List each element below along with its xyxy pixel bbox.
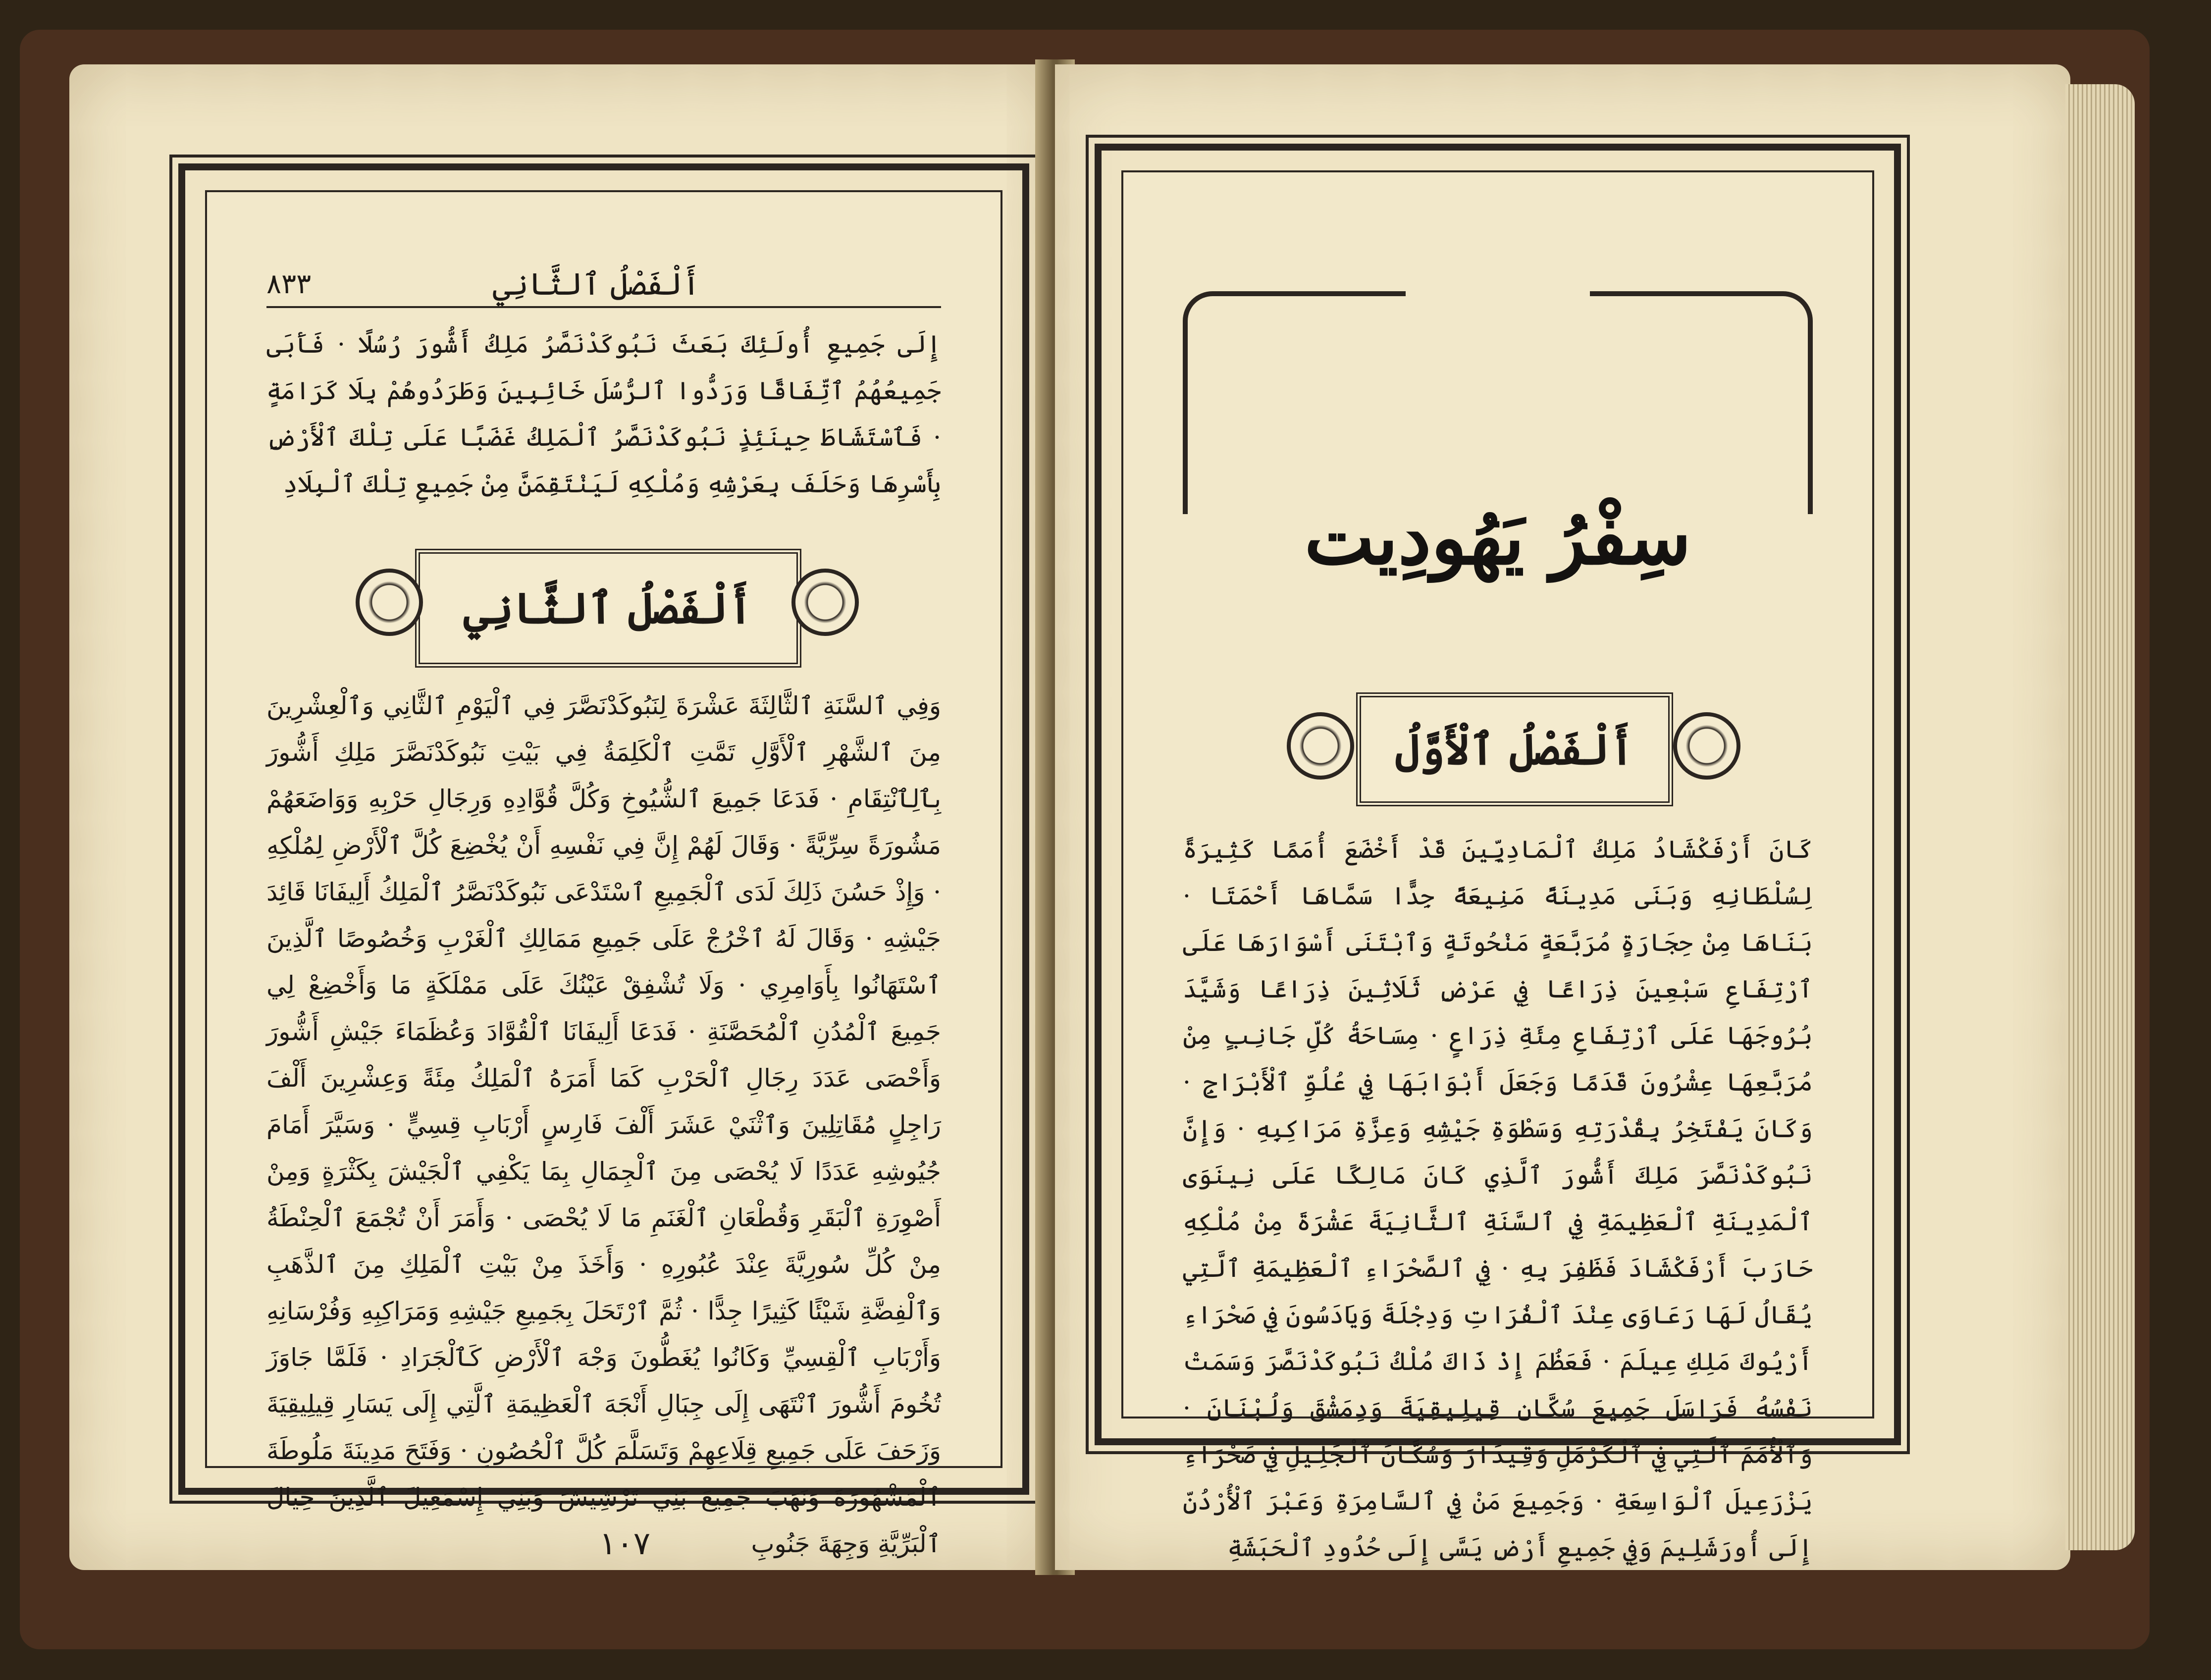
- chapter-heading: أَلْفَصْلُ ٱلثَّانِي: [463, 583, 753, 633]
- chapter-heading: أَلْفَصْلُ ٱلْأَوَّلُ: [1395, 724, 1634, 775]
- book-title: سِفْرُ يَهُودِيت: [1304, 494, 1691, 581]
- chapter-text: كَانَ أَرْفَكْشَادُ مَلِكُ ٱلْمَادِيِّينَ قَدْ أَخْضَعَ أُمَمًا كَثِيرَةً لِسُلْطَانِهِ وَبَنَى مَدِينَةً مَنِيعَةً جِدًّا سَمَّاهَا أَحْمَتَا · بَنَاهَا مِنْ حِجَارَةٍ مُرَبَّعَةٍ مَنْحُوتَةٍ وَٱبْتَنَى أَسْوَارَهَا عَلَى ٱرْتِفَاعِ سَبْعِينَ ذِرَاعًا فِي عَرْضِ ثَلَاثِينَ ذِرَاعًا وَشَيَّدَ بُرُوجَهَا عَلَى ٱرْتِفَاعِ مِئَةِ ذِرَاعٍ · مِسَاحَةُ كُلِّ جَانِبٍ مِنْ مُرَبَّعِهَا عِشْرُونَ قَدَمًا وَجَعَلَ أَبْوَابَهَا فِي عُلُوِّ ٱلْأَبْرَاجِ · وَكَانَ يَفْتَخِرُ بِقُدْرَتِهِ وَسَطْوَةِ جَيْشِهِ وَعِزَّةِ مَرَاكِبِهِ · وَإِنَّ نَبُوكَدْنَصَّرَ مَلِكَ أَشُّورَ ٱلَّذِي كَانَ مَالِكًا عَلَى نِينَوَى ٱلْمَدِينَةِ ٱلْعَظِيمَةِ فِي ٱلسَّنَةِ ٱلثَّانِيَةَ عَشْرَةَ مِنْ مُلْكِهِ حَارَبَ أَرْفَكْشَادَ فَظَفِرَ بِهِ · فِي ٱلصَّحْرَاءِ ٱلْعَظِيمَةِ ٱلَّتِي يُقَالُ لَهَا رَعَاوَى عِنْدَ ٱلْفُرَاتِ وَدِجْلَةَ وَيَادَسُونَ فِي صَحْرَاءِ أَرْيُوكَ مَلِكِ عِيلَمَ · فَعَظُمَ إِذْ ذَاكَ مُلْكُ نَبُوكَدْنَصَّرَ وَسَمَتْ نَفْسُهُ فَرَاسَلَ جَمِيعَ سُكَّانِ قِيلِيقِيَةَ وَدِمَشْقَ وَلُبْنَانَ · وَٱلْأُمَمَ ٱلَّتِي فِي ٱلْكَرْمَلِ وَقِيدَارَ وَسُكَّانَ ٱلْجَلِيلِ فِي صَحْرَاءِ يَزْرَعِيلَ ٱلْوَاسِعَةِ · وَجَمِيعَ مَنْ فِي ٱلسَّامِرَةِ وَعَبْرَ ٱلْأُرْدُنِّ إِلَى أُورَشَلِيمَ وَفِي جَمِيعِ أَرْضِ يَسَّى إِلَى حُدُودِ ٱلْحَبَشَةِ: [1183, 835, 1813, 1562]
- page-number: ٨٣٣: [266, 267, 312, 300]
- right-page-inner-border: [1121, 170, 1874, 1562]
- chapter-text: وَفِي ٱلسَّنَةِ ٱلثَّالِثَةَ عَشْرَةَ لِنَبُوكَدْنَصَّرَ فِي ٱلْيَوْمِ ٱلثَّانِي وَٱلْعِشْرِينَ مِنَ ٱلشَّهْرِ ٱلْأَوَّلِ تَمَّتِ ٱلْكَلِمَةُ فِي بَيْتِ نَبُوكَدْنَصَّرَ مَلِكِ أَشُّورَ بِٱلِٱنْتِقَامِ · فَدَعَا جَمِيعَ ٱلشُّيُوخِ وَكُلَّ قُوَّادِهِ وَرِجَالِ حَرْبِهِ وَوَاضَعَهُمْ مَشُورَةً سِرِّيَّةً · وَقَالَ لَهُمْ إِنَّ فِي نَفْسِهِ أَنْ يُخْضِعَ كُلَّ ٱلْأَرْضِ لِمُلْكِهِ · وَإِذْ حَسُنَ ذَلِكَ لَدَى ٱلْجَمِيعِ ٱسْتَدْعَى نَبُوكَدْنَصَّرُ ٱلْمَلِكُ أَلِيفَانَا قَائِدَ جَيْشِهِ · وَقَالَ لَهُ ٱخْرُجْ عَلَى جَمِيعِ مَمَالِكِ ٱلْغَرْبِ وَخُصُوصًا ٱلَّذِينَ ٱسْتَهَانُوا بِأَوَامِرِي · وَلَا تُشْفِقْ عَيْنُكَ عَلَى مَمْلَكَةٍ مَا وَأَخْضِعْ لِي جَمِيعَ ٱلْمُدُنِ ٱلْمُحَصَّنَةِ · فَدَعَا أَلِيفَانَا ٱلْقُوَّادَ وَعُظَمَاءَ جَيْشِ أَشُّورَ وَأَحْصَى عَدَدَ رِجَالِ ٱلْحَرْبِ كَمَا أَمَرَهُ ٱلْمَلِكُ مِئَةً وَعِشْرِينَ أَلْفَ رَاجِلٍ مُقَاتِلِينَ وَٱثْنَيْ عَشَرَ أَلْفَ فَارِسٍ أَرْبَابِ قِسِيٍّ · وَسَيَّرَ أَمَامَ جُيُوشِهِ عَدَدًا لَا يُحْصَى مِنَ ٱلْجِمَالِ بِمَا يَكْفِي ٱلْجَيْشَ بِكَثْرَةٍ وَمِنْ أَصْوِرَةِ ٱلْبَقَرِ وَقُطْعَانِ ٱلْغَنَمِ مَا لَا يُحْصَى · وَأَمَرَ أَنْ تُجْمَعَ ٱلْحِنْطَةُ مِنْ كُلِّ سُورِيَّةَ عِنْدَ عُبُورِهِ · وَأَخَذَ مِنْ بَيْتِ ٱلْمَلِكِ مِنَ ٱلذَّهَبِ وَٱلْفِضَّةِ شَيْئًا كَثِيرًا جِدًّا · ثُمَّ ٱرْتَحَلَ بِجَمِيعِ جَيْشِهِ وَمَرَاكِبِهِ وَفُرْسَانِهِ وَأَرْبَابِ ٱلْقِسِيِّ وَكَانُوا يُغَطُّونَ وَجْهَ ٱلْأَرْضِ كَٱلْجَرَادِ · فَلَمَّا جَاوَزَ تُخُومَ أَشُّورَ ٱنْتَهَى إِلَى جِبَالِ أَنْجَهَ ٱلْعَظِيمَةِ ٱلَّتِي إِلَى يَسَارِ قِيلِيقِيَةَ وَزَحَفَ عَلَى جَمِيعِ قِلَاعِهِمْ وَتَسَلَّمَ كُلَّ ٱلْحُصُونِ · وَفَتَحَ مَدِينَةَ مَلُوطَةَ ٱلْمَشْهُورَةَ وَنَهَبَ جَمِيعَ بَنِي تَرْشِيشَ وَبَنِي إِسْمَعِيلَ ٱلَّذِينَ حِيَالَ ٱلْبَرِّيَّةِ وَجِهَةَ جَنُوبِ: [266, 691, 941, 1558]
- corner-ornament-left: [1183, 291, 1406, 514]
- running-title: أَلْفَصْلُ ٱلثَّانِي: [492, 265, 700, 302]
- right-page-frame: [1095, 144, 1901, 1562]
- folio-number: ١٠٧: [599, 1525, 651, 1562]
- chapter-cartouche: [1356, 692, 1673, 806]
- page-edges: [2065, 84, 2135, 1550]
- ornament-left: [1287, 712, 1354, 780]
- top-paragraph: إِلَى جَمِيعِ أُولَئِكَ بَعَثَ نَبُوكَدْنَصَّرُ مَلِكُ أَشُّورَ رُسُلًا · فَأَبَى جَمِيعُهُمُ ٱتِّفَاقًا وَرَدُّوا ٱلرُّسُلَ خَائِبِينَ وَطَرَدُوهُمْ بِلَا كَرَامَةٍ · فَٱسْتَشَاطَ حِينَئِذٍ نَبُوكَدْنَصَّرُ ٱلْمَلِكُ غَضَبًا عَلَى تِلْكَ ٱلْأَرْضِ بِأَسْرِهَا وَحَلَفَ بِعَرْشِهِ وَمُلْكِهِ لَيَنْتَقِمَنَّ مِنْ جَمِيعِ تِلْكَ ٱلْبِلَادِ: [266, 330, 941, 498]
- ornament-left: [356, 569, 423, 636]
- running-header: [266, 262, 941, 308]
- chapter-cartouche: [415, 549, 801, 668]
- ornament-right: [1673, 712, 1740, 780]
- ornament-right: [791, 569, 859, 636]
- corner-ornament-right: [1590, 291, 1813, 514]
